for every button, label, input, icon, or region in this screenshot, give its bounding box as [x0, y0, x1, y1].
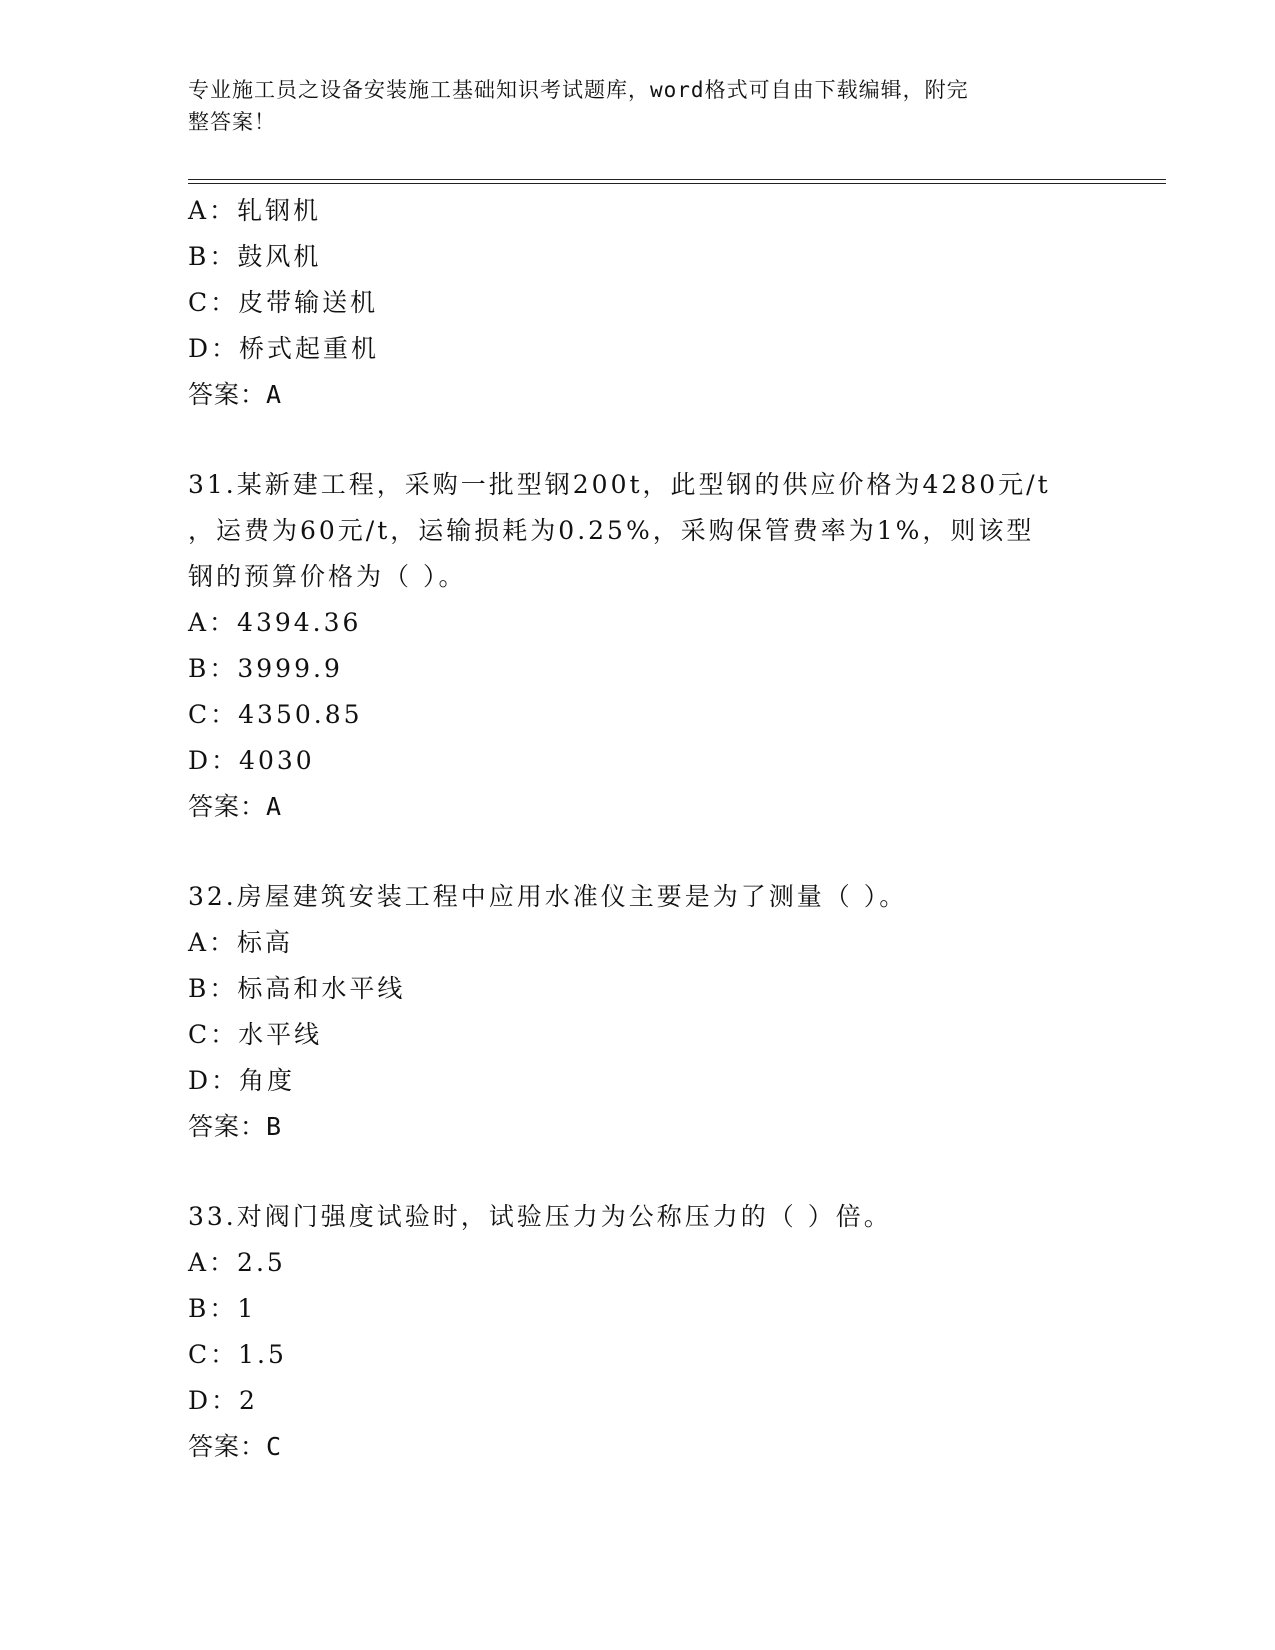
- option-b: B：1: [188, 1294, 257, 1323]
- option-a: A：标高: [188, 928, 294, 957]
- option-a: A：轧钢机: [188, 196, 322, 225]
- option-b: B：标高和水平线: [188, 974, 406, 1003]
- answer: 答案：C: [188, 1432, 283, 1461]
- option-c: C：水平线: [188, 1020, 323, 1049]
- question-stem-line: 33.对阀门强度试验时，试验压力为公称压力的（ ）倍。: [188, 1202, 892, 1231]
- option-a: A：2.5: [188, 1248, 286, 1277]
- question-stem-line: 31.某新建工程，采购一批型钢200t，此型钢的供应价格为4280元/t: [188, 470, 1051, 499]
- question-31: [188, 462, 1088, 830]
- option-c: C：1.5: [188, 1340, 287, 1369]
- question-stem-line: 32.房屋建筑安装工程中应用水准仪主要是为了测量（ ）。: [188, 882, 908, 911]
- header-line-1: 专业施工员之设备安装施工基础知识考试题库，word格式可自由下载编辑，附完: [188, 78, 969, 102]
- question-32: [188, 874, 1088, 1150]
- option-c: C：皮带输送机: [188, 288, 379, 317]
- option-c: C：4350.85: [188, 700, 363, 729]
- option-d: D：2: [188, 1386, 258, 1415]
- question-stem-line: ，运费为60元/t，运输损耗为0.25%，采购保管费率为1%，则该型: [188, 516, 1035, 545]
- question-30: [188, 188, 1088, 418]
- answer: 答案：A: [188, 380, 283, 409]
- option-d: D：4030: [188, 746, 315, 775]
- question-33: [188, 1194, 1088, 1470]
- option-d: D：桥式起重机: [188, 334, 380, 363]
- question-stem-line: 钢的预算价格为（ ）。: [188, 562, 467, 591]
- answer: 答案：B: [188, 1112, 283, 1141]
- option-b: B：3999.9: [188, 654, 343, 683]
- option-b: B：鼓风机: [188, 242, 322, 271]
- header-divider-top: [188, 179, 1166, 180]
- option-d: D：角度: [188, 1066, 296, 1095]
- option-a: A：4394.36: [188, 608, 362, 637]
- document-header: [188, 74, 1068, 138]
- header-divider-bottom: [188, 183, 1166, 184]
- question-list: [188, 188, 1088, 1470]
- answer: 答案：A: [188, 792, 283, 821]
- header-line-2: 整答案！: [188, 110, 276, 134]
